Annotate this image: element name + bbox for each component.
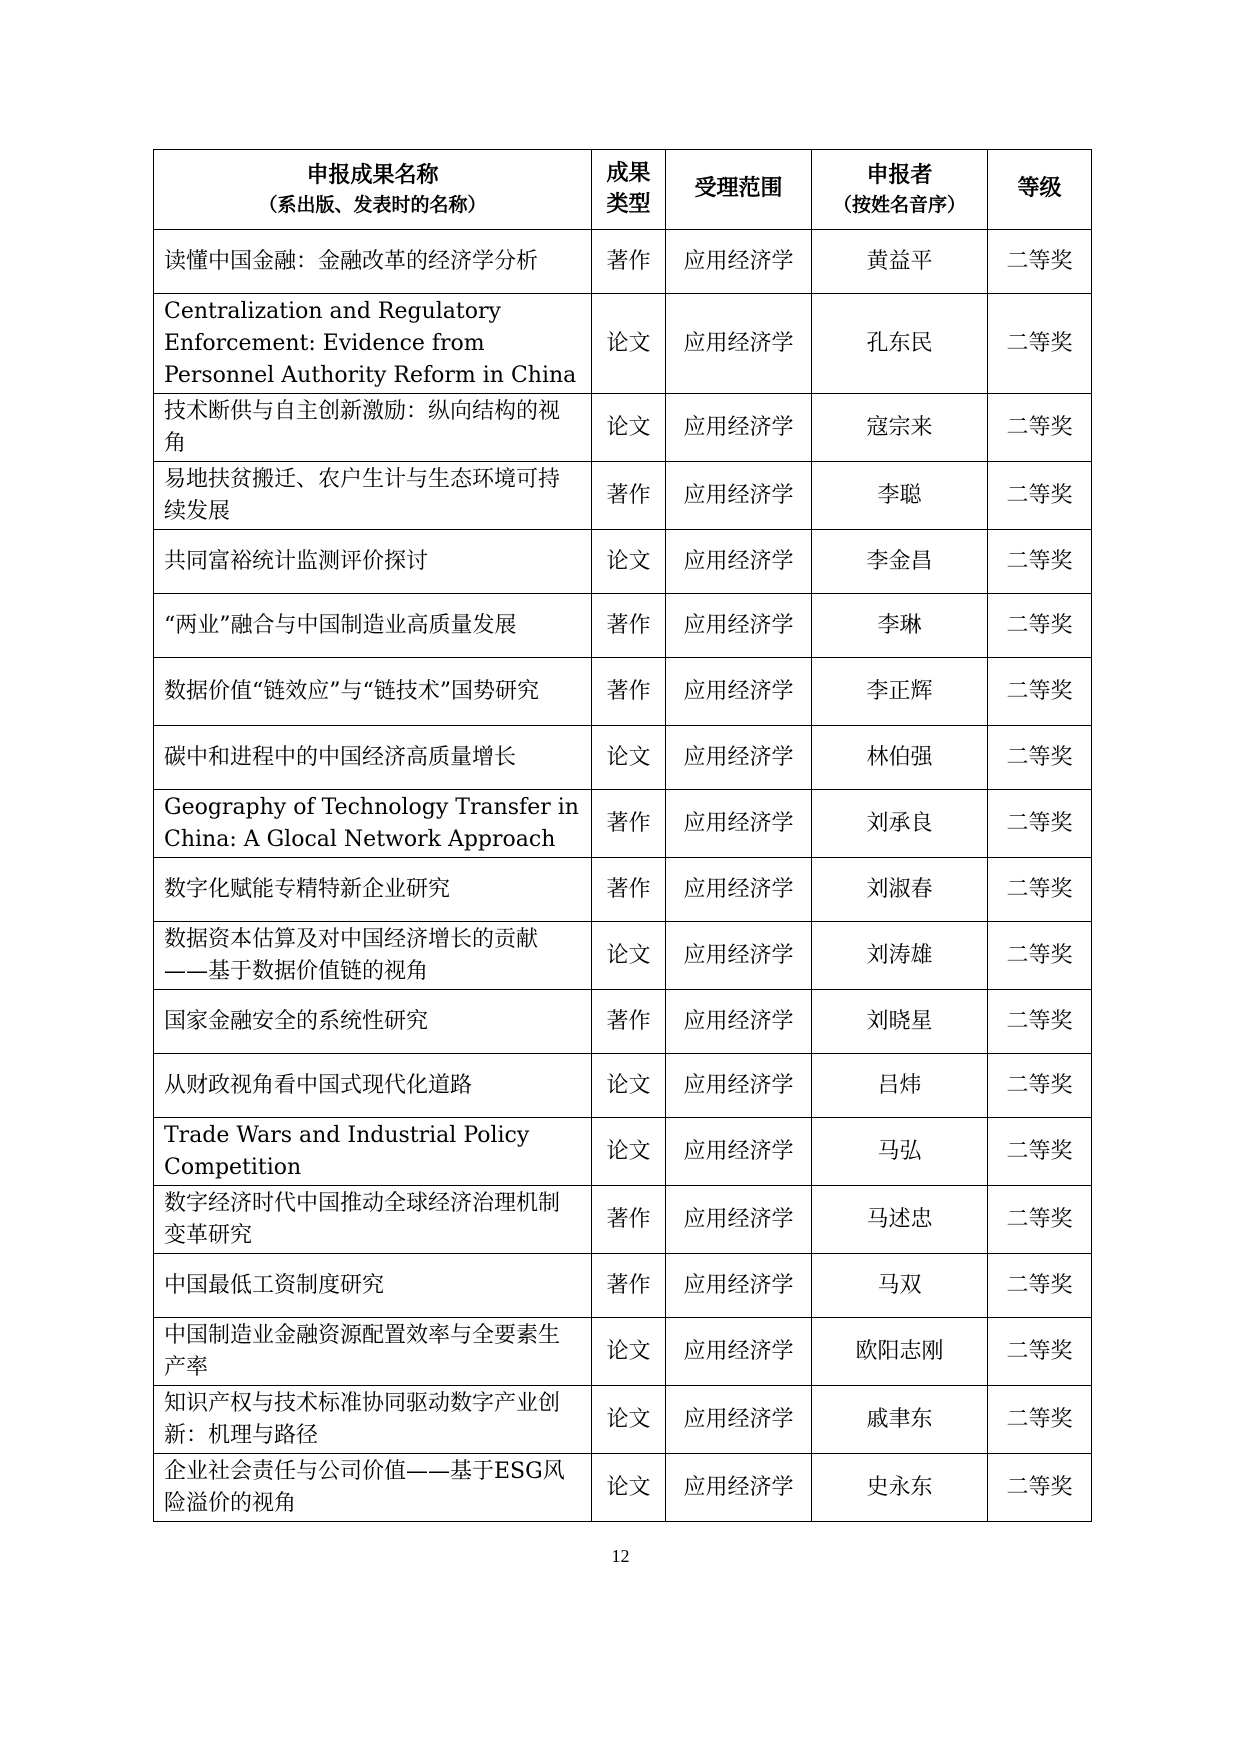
table-row — [154, 990, 1092, 1054]
level-cell: 二等奖 — [988, 462, 1092, 530]
table-header-row — [154, 150, 1092, 230]
achievement-name-cell: 知识产权与技术标准协同驱动数字产业创新：机理与路径 — [154, 1386, 592, 1454]
achievement-name-cell: 技术断供与自主创新激励：纵向结构的视角 — [154, 394, 592, 462]
applicant-cell: 寇宗来 — [812, 394, 988, 462]
applicant-cell: 黄益平 — [812, 230, 988, 294]
applicant-cell: 李琳 — [812, 594, 988, 658]
achievement-name-cell: 国家金融安全的系统性研究 — [154, 990, 592, 1054]
achievement-type-cell: 著作 — [592, 790, 666, 858]
scope-cell: 应用经济学 — [666, 1118, 812, 1186]
achievement-name-cell: 数据价值“链效应”与“链技术”国势研究 — [154, 658, 592, 726]
scope-cell: 应用经济学 — [666, 658, 812, 726]
scope-cell: 应用经济学 — [666, 922, 812, 990]
level-cell: 二等奖 — [988, 1186, 1092, 1254]
applicant-cell: 李正辉 — [812, 658, 988, 726]
table-row — [154, 922, 1092, 990]
achievement-type-cell: 论文 — [592, 1054, 666, 1118]
applicant-cell: 林伯强 — [812, 726, 988, 790]
achievement-name-cell: 数据资本估算及对中国经济增长的贡献——基于数据价值链的视角 — [154, 922, 592, 990]
scope-cell: 应用经济学 — [666, 858, 812, 922]
achievement-type-cell: 论文 — [592, 1318, 666, 1386]
table-row — [154, 1386, 1092, 1454]
applicant-cell: 马双 — [812, 1254, 988, 1318]
achievement-type-cell: 著作 — [592, 1254, 666, 1318]
header-name-title: 申报成果名称 — [306, 162, 439, 188]
applicant-cell: 欧阳志刚 — [812, 1318, 988, 1386]
table-row — [154, 394, 1092, 462]
achievement-type-cell: 论文 — [592, 726, 666, 790]
scope-cell: 应用经济学 — [666, 1054, 812, 1118]
level-cell: 二等奖 — [988, 594, 1092, 658]
level-cell: 二等奖 — [988, 294, 1092, 394]
achievement-name-cell: Geography of Technology Transfer in China: A Glocal Network Approach — [154, 790, 592, 858]
applicant-cell: 戚聿东 — [812, 1386, 988, 1454]
achievement-type-cell: 著作 — [592, 594, 666, 658]
header-applicant-note: （按姓名音序） — [832, 193, 966, 216]
table-row — [154, 790, 1092, 858]
level-cell: 二等奖 — [988, 726, 1092, 790]
achievement-name-cell: 中国最低工资制度研究 — [154, 1254, 592, 1318]
applicant-cell: 刘晓星 — [812, 990, 988, 1054]
scope-cell: 应用经济学 — [666, 230, 812, 294]
table-row — [154, 726, 1092, 790]
header-type-line2: 类型 — [606, 191, 651, 217]
header-achievement-name — [154, 150, 592, 230]
header-level — [988, 150, 1092, 230]
table-row — [154, 530, 1092, 594]
level-cell: 二等奖 — [988, 1054, 1092, 1118]
header-scope — [666, 150, 812, 230]
applicant-cell: 刘淑春 — [812, 858, 988, 922]
applicant-cell: 刘承良 — [812, 790, 988, 858]
table-row — [154, 294, 1092, 394]
achievement-type-cell: 论文 — [592, 1118, 666, 1186]
achievement-name-cell: 碳中和进程中的中国经济高质量增长 — [154, 726, 592, 790]
header-level-label: 等级 — [1017, 176, 1062, 202]
header-applicant-title: 申报者 — [866, 162, 933, 188]
applicant-cell: 刘涛雄 — [812, 922, 988, 990]
scope-cell: 应用经济学 — [666, 462, 812, 530]
achievement-type-cell: 著作 — [592, 462, 666, 530]
scope-cell: 应用经济学 — [666, 1186, 812, 1254]
header-scope-label: 受理范围 — [694, 176, 783, 202]
achievement-name-cell: 企业社会责任与公司价值——基于ESG风险溢价的视角 — [154, 1454, 592, 1522]
scope-cell: 应用经济学 — [666, 1454, 812, 1522]
achievement-name-cell: 共同富裕统计监测评价探讨 — [154, 530, 592, 594]
achievement-name-cell: 读懂中国金融：金融改革的经济学分析 — [154, 230, 592, 294]
applicant-cell: 李金昌 — [812, 530, 988, 594]
header-achievement-type — [592, 150, 666, 230]
applicant-cell: 史永东 — [812, 1454, 988, 1522]
scope-cell: 应用经济学 — [666, 1254, 812, 1318]
table-row — [154, 230, 1092, 294]
page-number: 12 — [611, 1546, 630, 1566]
table-row — [154, 462, 1092, 530]
table-row — [154, 1254, 1092, 1318]
achievement-name-cell: Centralization and Regulatory Enforcement: Evidence from Personnel Authority Reform in China — [154, 294, 592, 394]
achievement-name-cell: Trade Wars and Industrial Policy Competition — [154, 1118, 592, 1186]
achievement-name-cell: 数字经济时代中国推动全球经济治理机制变革研究 — [154, 1186, 592, 1254]
table-row — [154, 858, 1092, 922]
level-cell: 二等奖 — [988, 922, 1092, 990]
table-row — [154, 658, 1092, 726]
scope-cell: 应用经济学 — [666, 990, 812, 1054]
level-cell: 二等奖 — [988, 1454, 1092, 1522]
table-row — [154, 1054, 1092, 1118]
table-row — [154, 1186, 1092, 1254]
scope-cell: 应用经济学 — [666, 1318, 812, 1386]
achievement-name-cell: 易地扶贫搬迁、农户生计与生态环境可持续发展 — [154, 462, 592, 530]
table-row — [154, 1118, 1092, 1186]
achievement-type-cell: 著作 — [592, 858, 666, 922]
header-applicant — [812, 150, 988, 230]
achievement-type-cell: 论文 — [592, 394, 666, 462]
scope-cell: 应用经济学 — [666, 394, 812, 462]
level-cell: 二等奖 — [988, 1318, 1092, 1386]
level-cell: 二等奖 — [988, 1254, 1092, 1318]
achievement-type-cell: 论文 — [592, 922, 666, 990]
header-type-line1: 成果 — [606, 160, 651, 186]
scope-cell: 应用经济学 — [666, 530, 812, 594]
level-cell: 二等奖 — [988, 858, 1092, 922]
scope-cell: 应用经济学 — [666, 790, 812, 858]
level-cell: 二等奖 — [988, 394, 1092, 462]
applicant-cell: 孔东民 — [812, 294, 988, 394]
achievement-type-cell: 著作 — [592, 230, 666, 294]
achievement-type-cell: 论文 — [592, 294, 666, 394]
awards-table — [153, 149, 1092, 1522]
achievement-type-cell: 论文 — [592, 530, 666, 594]
table-row — [154, 1454, 1092, 1522]
achievement-type-cell: 论文 — [592, 1454, 666, 1522]
achievement-name-cell: 数字化赋能专精特新企业研究 — [154, 858, 592, 922]
level-cell: 二等奖 — [988, 1386, 1092, 1454]
achievement-type-cell: 著作 — [592, 658, 666, 726]
achievement-name-cell: “两业”融合与中国制造业高质量发展 — [154, 594, 592, 658]
applicant-cell: 马述忠 — [812, 1186, 988, 1254]
achievement-name-cell: 从财政视角看中国式现代化道路 — [154, 1054, 592, 1118]
table-row — [154, 1318, 1092, 1386]
level-cell: 二等奖 — [988, 990, 1092, 1054]
achievement-name-cell: 中国制造业金融资源配置效率与全要素生产率 — [154, 1318, 592, 1386]
scope-cell: 应用经济学 — [666, 294, 812, 394]
achievement-type-cell: 著作 — [592, 1186, 666, 1254]
header-name-note: （系出版、发表时的名称） — [258, 193, 487, 216]
applicant-cell: 吕炜 — [812, 1054, 988, 1118]
scope-cell: 应用经济学 — [666, 726, 812, 790]
applicant-cell: 马弘 — [812, 1118, 988, 1186]
level-cell: 二等奖 — [988, 658, 1092, 726]
achievement-type-cell: 论文 — [592, 1386, 666, 1454]
table-row — [154, 594, 1092, 658]
level-cell: 二等奖 — [988, 530, 1092, 594]
scope-cell: 应用经济学 — [666, 594, 812, 658]
achievement-type-cell: 著作 — [592, 990, 666, 1054]
scope-cell: 应用经济学 — [666, 1386, 812, 1454]
applicant-cell: 李聪 — [812, 462, 988, 530]
level-cell: 二等奖 — [988, 230, 1092, 294]
level-cell: 二等奖 — [988, 790, 1092, 858]
level-cell: 二等奖 — [988, 1118, 1092, 1186]
